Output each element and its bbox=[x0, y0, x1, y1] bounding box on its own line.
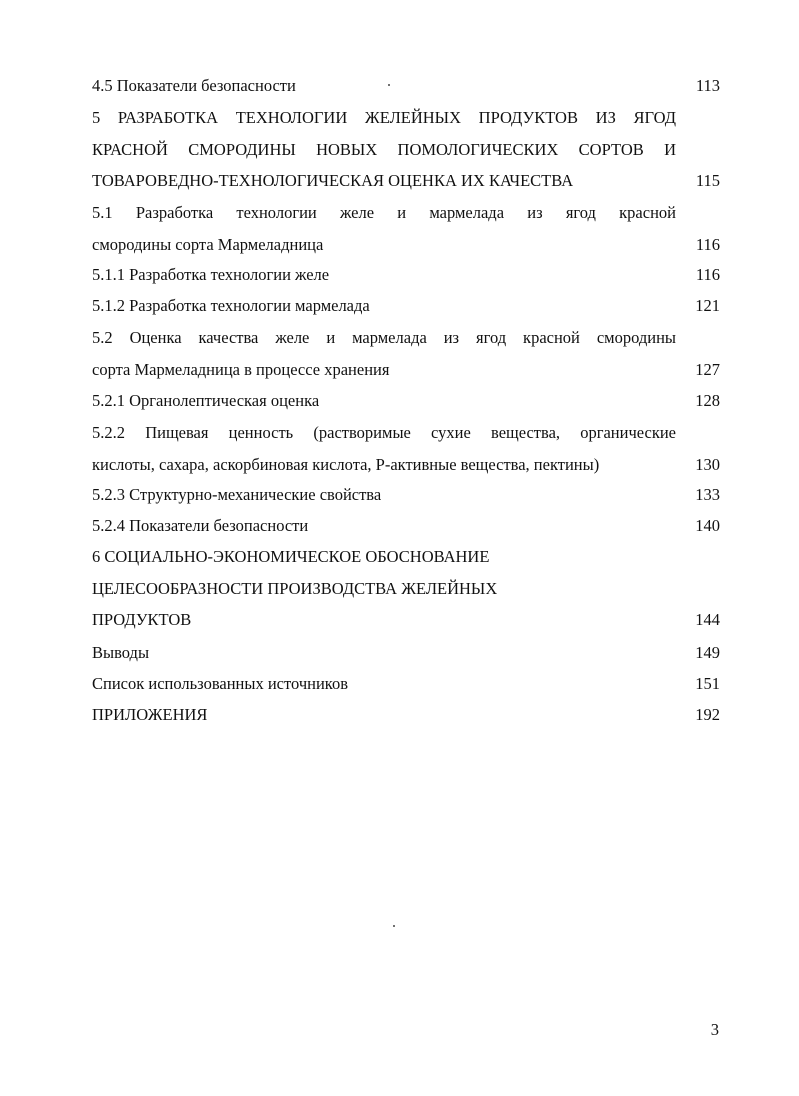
toc-entry-line: ПРОДУКТОВ bbox=[92, 610, 192, 629]
toc-entry-line: 4.5 Показатели безопасности bbox=[92, 76, 296, 95]
toc-entry bbox=[92, 197, 720, 260]
toc-entry-line: 5.2.3 Структурно-механические свойства bbox=[92, 485, 382, 504]
toc-page-number: 151 bbox=[695, 674, 720, 693]
toc-entry-line: КРАСНОЙ СМОРОДИНЫ НОВЫХ ПОМОЛОГИЧЕСКИХ СОРТОВ И bbox=[92, 139, 676, 159]
page-number: 3 bbox=[710, 1020, 719, 1039]
toc-entry-line: 5.1.2 Разработка технологии мармелада bbox=[92, 296, 370, 315]
toc-entry bbox=[92, 102, 720, 197]
toc-entry bbox=[92, 417, 720, 480]
toc-entry bbox=[92, 322, 720, 385]
toc-page-number: 116 bbox=[695, 265, 720, 284]
toc-entry-line: кислоты, сахара, аскорбиновая кислота, Р-активные вещества, пектины) bbox=[92, 454, 600, 474]
toc-page-number: 116 bbox=[695, 234, 720, 254]
toc-entry bbox=[92, 510, 720, 542]
toc-entry bbox=[92, 70, 720, 102]
toc-entry-line: 5.1 Разработка технологии желе и мармелада из ягод красной bbox=[92, 203, 676, 222]
toc-page-number: 128 bbox=[695, 391, 720, 410]
toc-entry-line: 5.2.2 Пищевая ценность (растворимые сухие вещества, органические bbox=[92, 423, 676, 442]
toc-entry bbox=[92, 541, 720, 636]
toc-entry-line: 5 РАЗРАБОТКА ТЕХНОЛОГИИ ЖЕЛЕЙНЫХ ПРОДУКТОВ ИЗ ЯГОД bbox=[92, 108, 676, 127]
toc-entry-line: 5.1.1 Разработка технологии желе bbox=[92, 265, 330, 284]
toc-entry-line: Список использованных источников bbox=[92, 674, 348, 693]
toc-entry-line: 5.2.1 Органолептическая оценка bbox=[92, 391, 320, 410]
toc-entry-line: ЦЕЛЕСООБРАЗНОСТИ ПРОИЗВОДСТВА ЖЕЛЕЙНЫХ bbox=[92, 578, 498, 598]
toc-entry bbox=[92, 290, 720, 322]
toc-entry-line: Выводы bbox=[92, 643, 150, 662]
toc-entry-line: 5.2 Оценка качества желе и мармелада из ягод красной смородины bbox=[92, 328, 676, 347]
toc-page-number: 113 bbox=[695, 76, 720, 95]
toc-entry-line: смородины сорта Мармеладница bbox=[92, 234, 324, 254]
toc-entry-line: ПРИЛОЖЕНИЯ bbox=[92, 705, 208, 724]
toc-entry bbox=[92, 699, 720, 731]
toc-entry bbox=[92, 637, 720, 669]
toc-entry bbox=[92, 385, 720, 417]
toc-entry bbox=[92, 668, 720, 700]
toc-entry bbox=[92, 259, 720, 291]
scan-speck bbox=[393, 925, 395, 927]
toc-entry-line: сорта Мармеладница в процессе хранения bbox=[92, 359, 390, 379]
toc-page-number: 127 bbox=[695, 359, 720, 379]
toc-page-number: 149 bbox=[695, 643, 720, 662]
toc-page-number: 133 bbox=[695, 485, 720, 504]
toc-entry bbox=[92, 479, 720, 511]
toc-page-number: 121 bbox=[695, 296, 720, 315]
toc-entry-line: ТОВАРОВЕДНО-ТЕХНОЛОГИЧЕСКАЯ ОЦЕНКА ИХ КАЧЕСТВА bbox=[92, 171, 574, 190]
toc-page-number: 115 bbox=[695, 171, 720, 190]
toc-page-number: 140 bbox=[695, 516, 720, 535]
toc-page-number: 144 bbox=[695, 610, 720, 629]
scan-speck bbox=[388, 84, 390, 86]
toc-page-number: 192 bbox=[695, 705, 720, 724]
toc-entry-line: 6 СОЦИАЛЬНО-ЭКОНОМИЧЕСКОЕ ОБОСНОВАНИЕ bbox=[92, 547, 490, 566]
toc-entry-line: 5.2.4 Показатели безопасности bbox=[92, 516, 309, 535]
toc-page-number: 130 bbox=[695, 454, 720, 474]
